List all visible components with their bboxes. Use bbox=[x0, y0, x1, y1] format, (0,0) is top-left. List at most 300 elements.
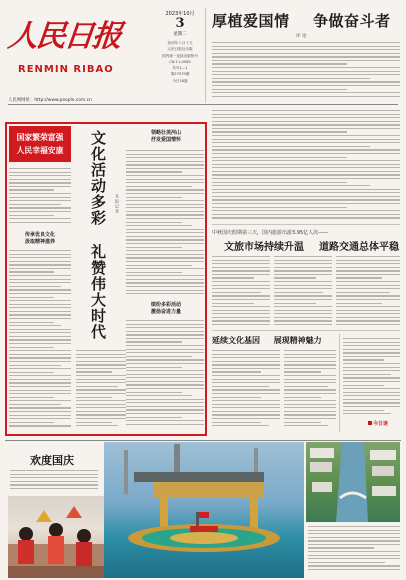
photo-caption-left bbox=[10, 470, 98, 492]
text-line bbox=[9, 207, 71, 208]
text-line bbox=[9, 289, 71, 290]
red-box-title-line2: 人民幸福安康 bbox=[16, 146, 64, 155]
issue-line: 癸卯年八月十九 bbox=[167, 41, 193, 45]
text-line bbox=[126, 193, 204, 194]
text-line bbox=[126, 189, 204, 190]
text-line bbox=[274, 274, 332, 275]
text-line bbox=[9, 347, 54, 348]
text-line bbox=[212, 263, 270, 264]
text-line bbox=[212, 92, 400, 93]
text-line bbox=[126, 218, 204, 219]
text-line bbox=[343, 385, 384, 386]
text-line bbox=[9, 175, 71, 176]
text-line bbox=[212, 153, 400, 154]
top-headline bbox=[212, 10, 402, 31]
text-line bbox=[212, 89, 347, 90]
text-line bbox=[9, 300, 71, 301]
text-line bbox=[9, 311, 71, 312]
text-line bbox=[212, 96, 400, 97]
text-line bbox=[126, 424, 204, 425]
text-line bbox=[336, 324, 400, 325]
issue-line: CN 11-0065 bbox=[169, 59, 191, 64]
text-line bbox=[308, 558, 400, 559]
text-line bbox=[336, 277, 382, 278]
red-box-title bbox=[9, 126, 71, 162]
text-line bbox=[274, 256, 332, 257]
text-line bbox=[212, 411, 280, 412]
text-line bbox=[126, 370, 204, 371]
text-line bbox=[126, 154, 204, 155]
text-line bbox=[336, 267, 400, 268]
text-line bbox=[126, 229, 204, 230]
text-line bbox=[126, 272, 182, 273]
text-line bbox=[9, 211, 71, 212]
text-line bbox=[126, 268, 204, 269]
text-line bbox=[76, 404, 126, 405]
text-line bbox=[212, 207, 347, 208]
text-line bbox=[274, 263, 332, 264]
today-label bbox=[368, 420, 388, 427]
text-line bbox=[9, 365, 61, 366]
text-line bbox=[212, 368, 280, 369]
text-line bbox=[9, 218, 71, 219]
text-line bbox=[212, 292, 261, 293]
text-line bbox=[212, 285, 270, 286]
text-line bbox=[76, 411, 126, 412]
text-line bbox=[212, 425, 269, 426]
text-line bbox=[212, 256, 270, 257]
text-line bbox=[274, 267, 332, 268]
text-line bbox=[284, 386, 328, 387]
text-line bbox=[212, 42, 400, 43]
text-line bbox=[274, 285, 332, 286]
text-line bbox=[126, 265, 192, 266]
text-line bbox=[212, 397, 261, 398]
photo-caption-right bbox=[308, 526, 400, 576]
text-line bbox=[336, 299, 400, 300]
text-line bbox=[212, 128, 400, 129]
text-line bbox=[126, 171, 182, 172]
text-line bbox=[284, 393, 336, 394]
text-line bbox=[9, 357, 71, 358]
left-col-text-a bbox=[9, 168, 71, 228]
text-line bbox=[212, 192, 400, 193]
text-line bbox=[212, 199, 400, 200]
masthead-site: 人民网网址：http://www.people.com.cn bbox=[8, 98, 92, 103]
text-line bbox=[212, 422, 261, 423]
text-line bbox=[126, 179, 204, 180]
text-line bbox=[9, 193, 71, 194]
right-top-text bbox=[212, 110, 400, 222]
text-line bbox=[126, 406, 204, 407]
text-line bbox=[343, 381, 400, 382]
text-line bbox=[274, 292, 323, 293]
text-line bbox=[212, 303, 254, 304]
text-line bbox=[9, 314, 71, 315]
text-line bbox=[126, 186, 192, 187]
text-line bbox=[126, 327, 204, 328]
text-line bbox=[9, 268, 71, 269]
text-line bbox=[76, 414, 126, 415]
text-line bbox=[212, 414, 280, 415]
platform-photo bbox=[104, 442, 304, 578]
text-line bbox=[126, 293, 204, 294]
text-line bbox=[343, 388, 400, 389]
text-line bbox=[10, 484, 98, 485]
text-line bbox=[212, 81, 400, 82]
text-line bbox=[212, 114, 400, 115]
text-line bbox=[212, 210, 400, 211]
text-line bbox=[336, 256, 400, 257]
text-line bbox=[76, 364, 126, 365]
text-line bbox=[212, 67, 400, 68]
text-line bbox=[212, 63, 347, 64]
top-story-text bbox=[212, 42, 400, 100]
text-line bbox=[76, 400, 126, 401]
text-line bbox=[9, 407, 71, 408]
middle-subhead-2 bbox=[128, 302, 204, 316]
text-line bbox=[126, 359, 204, 360]
text-line bbox=[126, 409, 204, 410]
text-line bbox=[212, 277, 254, 278]
culture-headline-part2: 展现精神魅力 bbox=[273, 335, 322, 345]
left-center-text bbox=[76, 350, 126, 430]
text-line bbox=[212, 117, 400, 118]
middle-subhead-2-line1: 缤纷多彩活动 bbox=[150, 302, 181, 308]
text-line bbox=[126, 161, 204, 162]
text-line bbox=[126, 290, 204, 291]
top-headline-part2: 争做奋斗者 bbox=[312, 12, 391, 30]
text-line bbox=[9, 425, 71, 426]
text-line bbox=[284, 407, 336, 408]
text-line bbox=[126, 243, 204, 244]
text-line bbox=[274, 317, 332, 318]
text-line bbox=[76, 389, 126, 390]
text-line bbox=[126, 349, 204, 350]
text-line bbox=[284, 400, 336, 401]
text-line bbox=[126, 207, 204, 208]
text-line bbox=[9, 304, 71, 305]
text-line bbox=[284, 425, 328, 426]
text-line bbox=[126, 214, 204, 215]
text-line bbox=[126, 247, 182, 248]
text-line bbox=[212, 171, 400, 172]
text-line bbox=[343, 413, 391, 414]
text-line bbox=[9, 286, 61, 287]
text-line bbox=[212, 146, 370, 147]
text-line bbox=[343, 356, 400, 357]
text-line bbox=[308, 562, 385, 563]
text-line bbox=[336, 317, 400, 318]
text-line bbox=[284, 389, 336, 390]
text-line bbox=[76, 393, 126, 394]
text-line bbox=[9, 411, 71, 412]
text-line bbox=[308, 544, 400, 545]
text-line bbox=[212, 85, 400, 86]
text-line bbox=[9, 275, 71, 276]
main-headline-col1: 文化活动多彩 bbox=[89, 130, 107, 226]
text-line bbox=[9, 261, 71, 262]
text-line bbox=[9, 404, 61, 405]
text-line bbox=[212, 313, 270, 314]
masthead-romanized: RENMIN RIBAO bbox=[18, 64, 114, 75]
middle-subhead-2-line2: 激扬奋进力量 bbox=[150, 309, 181, 315]
text-line bbox=[126, 384, 204, 385]
text-line bbox=[9, 168, 71, 169]
text-line bbox=[212, 142, 400, 143]
text-line bbox=[76, 418, 126, 419]
text-line bbox=[336, 260, 400, 261]
text-line bbox=[126, 257, 204, 258]
text-line bbox=[126, 413, 204, 414]
text-line bbox=[9, 282, 71, 283]
text-line bbox=[9, 279, 71, 280]
text-line bbox=[9, 361, 71, 362]
text-line bbox=[9, 257, 71, 258]
middle-col-text-a bbox=[126, 150, 204, 300]
holiday-headline-part1: 文旅市场持续升温 bbox=[224, 242, 304, 253]
text-line bbox=[76, 361, 126, 362]
holiday-text-a bbox=[212, 256, 270, 328]
today-text bbox=[343, 338, 400, 418]
text-line bbox=[126, 341, 182, 342]
text-line bbox=[212, 375, 280, 376]
text-line bbox=[126, 345, 204, 346]
text-line bbox=[212, 386, 269, 387]
text-line bbox=[10, 488, 98, 489]
text-line bbox=[9, 339, 71, 340]
red-box-subhead-line2: 汲取精神滋养 bbox=[24, 239, 55, 245]
text-line bbox=[126, 320, 204, 321]
text-line bbox=[336, 306, 400, 307]
text-line bbox=[343, 406, 400, 407]
dancers-illustration bbox=[8, 496, 104, 578]
text-line bbox=[274, 281, 332, 282]
text-line bbox=[284, 379, 336, 380]
text-line bbox=[9, 332, 71, 333]
text-line bbox=[212, 393, 280, 394]
text-line bbox=[212, 299, 270, 300]
text-line bbox=[284, 382, 336, 383]
text-line bbox=[212, 71, 400, 72]
text-line bbox=[284, 371, 321, 372]
text-line bbox=[343, 395, 400, 396]
text-line bbox=[9, 293, 71, 294]
text-line bbox=[126, 250, 204, 251]
text-line bbox=[212, 49, 400, 50]
text-line bbox=[336, 263, 400, 264]
text-line bbox=[9, 318, 71, 319]
today-label-text: 今日谈 bbox=[373, 421, 389, 427]
holiday-headline-part2: 道路交通总体平稳 bbox=[318, 242, 399, 253]
text-line bbox=[336, 313, 400, 314]
text-line bbox=[9, 386, 71, 387]
text-line bbox=[308, 526, 400, 527]
text-line bbox=[212, 324, 270, 325]
photo-headline: 欢度国庆 bbox=[30, 454, 74, 467]
text-line bbox=[212, 357, 280, 358]
culture-headline bbox=[212, 335, 322, 346]
text-line bbox=[126, 222, 182, 223]
text-line bbox=[284, 418, 336, 419]
text-line bbox=[9, 186, 71, 187]
text-line bbox=[76, 354, 126, 355]
text-line bbox=[308, 533, 400, 534]
holiday-headline bbox=[224, 238, 399, 253]
text-line bbox=[126, 395, 192, 396]
text-line bbox=[274, 288, 332, 289]
rivertown-photo bbox=[306, 442, 400, 522]
text-line bbox=[336, 274, 400, 275]
text-line bbox=[343, 342, 400, 343]
text-line bbox=[274, 313, 332, 314]
text-line bbox=[336, 295, 400, 296]
text-line bbox=[9, 343, 71, 344]
culture-text-b bbox=[284, 350, 336, 432]
text-line bbox=[343, 363, 400, 364]
text-line bbox=[212, 260, 270, 261]
text-line bbox=[212, 407, 280, 408]
text-line bbox=[126, 236, 204, 237]
text-line bbox=[126, 392, 182, 393]
text-line bbox=[9, 372, 54, 373]
text-line bbox=[212, 404, 280, 405]
text-line bbox=[212, 270, 270, 271]
text-line bbox=[9, 393, 71, 394]
text-line bbox=[10, 477, 98, 478]
text-line bbox=[126, 211, 204, 212]
text-line bbox=[126, 164, 204, 165]
middle-col-text-b bbox=[126, 320, 204, 430]
text-line bbox=[9, 179, 71, 180]
text-line bbox=[212, 189, 400, 190]
text-line bbox=[126, 279, 204, 280]
issue-line: 代号1—1 bbox=[172, 66, 188, 71]
text-line bbox=[9, 375, 71, 376]
text-line bbox=[76, 407, 126, 408]
text-line bbox=[212, 157, 347, 158]
text-line bbox=[126, 399, 204, 400]
text-line bbox=[212, 164, 400, 165]
holiday-text-c bbox=[336, 256, 400, 328]
text-line bbox=[9, 264, 71, 265]
text-line bbox=[126, 197, 182, 198]
text-line bbox=[9, 418, 71, 419]
text-line bbox=[126, 381, 204, 382]
text-line bbox=[126, 388, 204, 389]
text-line bbox=[126, 334, 204, 335]
text-line bbox=[308, 537, 400, 538]
text-line bbox=[308, 569, 400, 570]
text-line bbox=[212, 317, 270, 318]
text-line bbox=[126, 275, 204, 276]
text-line bbox=[284, 411, 336, 412]
text-line bbox=[9, 354, 71, 355]
text-line bbox=[9, 390, 71, 391]
text-line bbox=[126, 225, 192, 226]
text-line bbox=[284, 368, 336, 369]
text-line bbox=[126, 377, 204, 378]
text-line bbox=[212, 185, 370, 186]
text-line bbox=[343, 377, 400, 378]
text-line bbox=[274, 306, 332, 307]
text-line bbox=[212, 178, 400, 179]
text-line bbox=[212, 139, 400, 140]
text-line bbox=[284, 354, 336, 355]
text-line bbox=[274, 295, 332, 296]
text-line bbox=[212, 418, 280, 419]
date-weekday: 星期二 bbox=[173, 32, 187, 37]
text-line bbox=[343, 349, 400, 350]
issue-lines bbox=[158, 40, 202, 84]
text-line bbox=[343, 399, 400, 400]
text-line bbox=[9, 397, 54, 398]
text-line bbox=[9, 329, 71, 330]
culture-text-a bbox=[212, 350, 280, 432]
text-line bbox=[126, 239, 204, 240]
text-line bbox=[9, 250, 71, 251]
text-line bbox=[76, 425, 118, 426]
text-line bbox=[343, 345, 400, 346]
text-line bbox=[9, 182, 71, 183]
text-line bbox=[212, 364, 280, 365]
text-line bbox=[9, 200, 71, 201]
issue-line: 今日16版 bbox=[172, 78, 188, 83]
text-line bbox=[284, 397, 321, 398]
text-line bbox=[9, 172, 71, 173]
text-line bbox=[9, 297, 54, 298]
text-line bbox=[336, 292, 390, 293]
text-line bbox=[284, 357, 336, 358]
text-line bbox=[212, 382, 280, 383]
text-line bbox=[274, 303, 316, 304]
text-line bbox=[212, 131, 347, 132]
text-line bbox=[212, 281, 270, 282]
text-line bbox=[126, 150, 204, 151]
text-line bbox=[212, 149, 400, 150]
holiday-kicker: 中秋国庆假期第三天，国内旅游出游3.95亿人次—— bbox=[212, 230, 329, 236]
text-line bbox=[126, 338, 204, 339]
text-line bbox=[343, 367, 400, 368]
text-line bbox=[212, 371, 261, 372]
text-line bbox=[274, 310, 332, 311]
text-line bbox=[76, 422, 112, 423]
text-line bbox=[126, 254, 204, 255]
text-line bbox=[212, 182, 347, 183]
middle-subhead-1-line2: 抒发爱国情怀 bbox=[150, 137, 181, 143]
text-line bbox=[9, 322, 54, 323]
text-line bbox=[212, 124, 400, 125]
text-line bbox=[212, 56, 400, 57]
text-line bbox=[212, 135, 400, 136]
holiday-text-b bbox=[274, 256, 332, 328]
text-line bbox=[336, 288, 400, 289]
text-line bbox=[284, 361, 336, 362]
text-line bbox=[284, 350, 336, 351]
text-line bbox=[9, 350, 71, 351]
text-line bbox=[308, 547, 374, 548]
text-line bbox=[126, 331, 204, 332]
text-line bbox=[274, 260, 332, 261]
text-line bbox=[212, 350, 280, 351]
text-line bbox=[212, 354, 280, 355]
text-line bbox=[126, 175, 204, 176]
text-line bbox=[212, 74, 400, 75]
text-line bbox=[76, 382, 126, 383]
text-line bbox=[284, 375, 336, 376]
text-line bbox=[9, 400, 71, 401]
text-line bbox=[76, 368, 126, 369]
